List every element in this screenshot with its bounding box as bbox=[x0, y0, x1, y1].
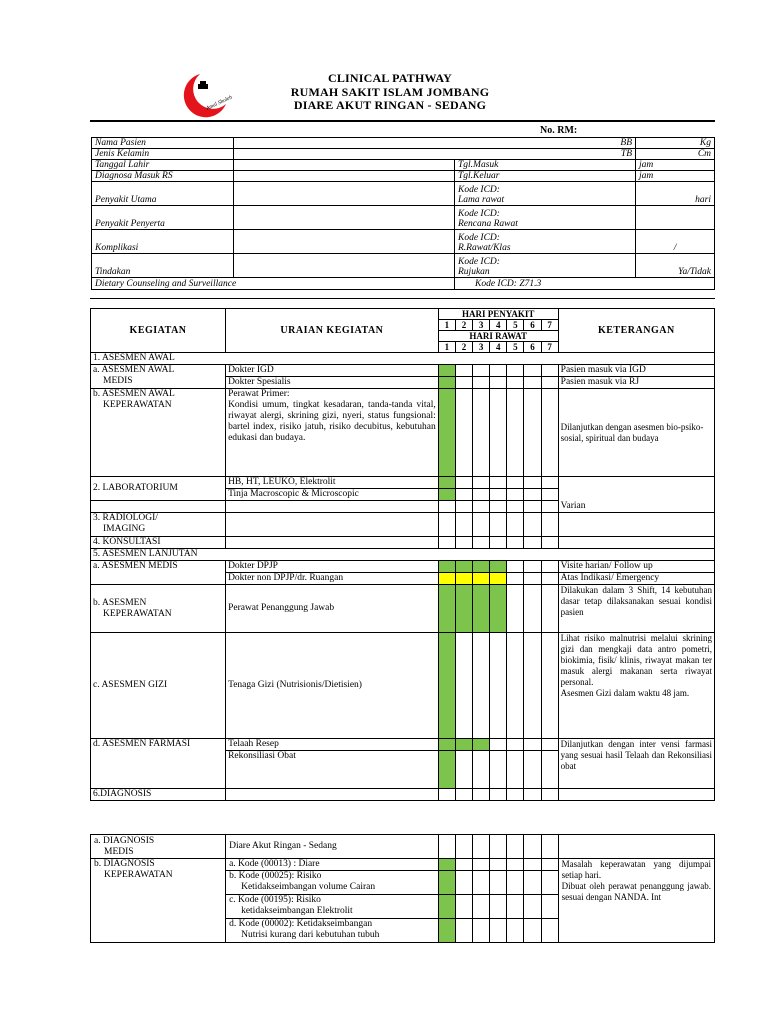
section-konsultasi: 4. KONSULTASI bbox=[91, 537, 226, 549]
day-cell bbox=[490, 739, 507, 751]
diagnosis-table bbox=[90, 834, 715, 943]
day-cell bbox=[524, 561, 541, 573]
diagnosis-kode-00195: c. Kode (00195): Risiko ketidakseimbangan Elektrolit bbox=[226, 895, 439, 919]
header-divider bbox=[90, 120, 715, 122]
uraian-telaah-resep: Telaah Resep bbox=[226, 739, 439, 751]
day-cell bbox=[490, 365, 507, 377]
day-cell bbox=[438, 513, 455, 537]
day-cell bbox=[541, 477, 558, 489]
day-cell-filled bbox=[438, 585, 455, 633]
day-cell bbox=[541, 739, 558, 751]
day-cell bbox=[490, 377, 507, 389]
ket-visite: Visite harian/ Follow up bbox=[558, 561, 714, 573]
day-cell bbox=[490, 919, 507, 943]
day-cell bbox=[507, 895, 524, 919]
day-cell bbox=[507, 573, 524, 585]
day-cell-filled bbox=[473, 739, 490, 751]
day-cell-filled bbox=[438, 739, 455, 751]
day-cell bbox=[507, 751, 524, 789]
day-cell bbox=[524, 919, 541, 943]
day-cell bbox=[473, 365, 490, 377]
row-asesmen-awal-medis: a. ASESMEN AWAL MEDIS bbox=[91, 365, 226, 389]
section-laboratorium: 2. LABORATORIUM bbox=[91, 477, 226, 501]
day-cell bbox=[507, 513, 524, 537]
day-rawat: 2 bbox=[455, 342, 472, 353]
day-cell bbox=[455, 365, 472, 377]
day-penyakit: 1 bbox=[438, 320, 455, 331]
diagnosis-kode-00025: b. Kode (00025): Risiko Ketidakseimbangan volume Cairan bbox=[226, 871, 439, 895]
day-cell bbox=[473, 537, 490, 549]
day-cell-filled bbox=[438, 859, 455, 871]
day-penyakit: 7 bbox=[541, 320, 558, 331]
ket-awal-keperawatan: Dilanjutkan dengan asesmen bio-psiko-sosial, spiritual dan budaya bbox=[558, 389, 714, 477]
day-cell bbox=[507, 789, 524, 801]
day-cell bbox=[507, 537, 524, 549]
kode-icd-4: Kode ICD: bbox=[458, 257, 500, 267]
day-cell bbox=[507, 377, 524, 389]
uraian-rekonsiliasi: Rekonsiliasi Obat bbox=[226, 751, 439, 789]
day-cell bbox=[490, 537, 507, 549]
header-keterangan: KETERANGAN bbox=[558, 309, 714, 353]
document-title bbox=[250, 72, 530, 113]
day-cell bbox=[541, 377, 558, 389]
label-penyakit-utama: Penyakit Utama bbox=[92, 182, 234, 206]
header-kegiatan: KEGIATAN bbox=[91, 309, 226, 353]
day-cell bbox=[541, 871, 558, 895]
row-diagnosis-medis: a. DIAGNOSIS MEDIS bbox=[91, 835, 226, 859]
label-bb: BB bbox=[234, 138, 636, 149]
day-cell bbox=[507, 389, 524, 477]
day-rawat: 6 bbox=[524, 342, 541, 353]
day-cell bbox=[524, 489, 541, 501]
ket-farmasi: Dilanjutkan dengan inter vensi farmasi yang sesuai hasil Telaah dan Rekonsiliasi obat bbox=[558, 739, 714, 789]
day-cell bbox=[507, 501, 524, 513]
label-diagnosa-masuk: Diagnosa Masuk RS bbox=[92, 171, 234, 182]
day-cell bbox=[455, 537, 472, 549]
day-cell bbox=[438, 537, 455, 549]
day-cell bbox=[524, 871, 541, 895]
row-asesmen-keperawatan: b. ASESMEN KEPERAWATAN bbox=[91, 585, 226, 633]
day-cell bbox=[507, 919, 524, 943]
day-cell bbox=[455, 377, 472, 389]
pathway-grid bbox=[90, 308, 715, 801]
day-cell bbox=[541, 489, 558, 501]
day-cell bbox=[455, 477, 472, 489]
row-diagnosis-keperawatan: b. DIAGNOSIS KEPERAWATAN bbox=[91, 859, 226, 943]
day-cell bbox=[541, 789, 558, 801]
day-rawat: 7 bbox=[541, 342, 558, 353]
day-cell-yellow bbox=[438, 573, 455, 585]
day-cell bbox=[524, 835, 541, 859]
day-penyakit: 6 bbox=[524, 320, 541, 331]
uraian-tenaga-gizi: Tenaga Gizi (Nutrisionis/Dietisien) bbox=[226, 633, 439, 739]
day-cell bbox=[541, 513, 558, 537]
day-cell bbox=[507, 633, 524, 739]
row-asesmen-awal-keperawatan: b. ASESMEN AWAL KEPERAWATAN bbox=[91, 389, 226, 477]
day-cell bbox=[455, 789, 472, 801]
ket-igd: Pasien masuk via IGD bbox=[558, 365, 714, 377]
day-cell bbox=[524, 537, 541, 549]
uraian-lab-tinja: Tinja Macroscopic & Microscopic bbox=[226, 489, 439, 501]
no-rm-label: No. RM: bbox=[540, 125, 578, 136]
label-rencana-rawat: Rencana Rawat bbox=[458, 218, 518, 229]
hospital-logo bbox=[164, 70, 234, 118]
day-cell bbox=[473, 789, 490, 801]
day-cell bbox=[541, 501, 558, 513]
label-komplikasi: Komplikasi bbox=[92, 230, 234, 254]
uraian-perawat-primer: Perawat Primer: Kondisi umum, tingkat kesadaran, tanda-tanda vital, riwayat alergi, skrining gizi, nyeri, status fungsional: bartel index, risiko jatuh, risiko decubitus, kebutuhan edukasi dan budaya. bbox=[226, 389, 439, 477]
day-cell bbox=[524, 389, 541, 477]
logo-text: Amal Sholeh bbox=[205, 94, 234, 112]
day-cell bbox=[455, 513, 472, 537]
uraian-lab-darah: HB, HT, LEUKO, Elektrolit bbox=[226, 477, 439, 489]
day-cell bbox=[490, 489, 507, 501]
label-ya-tidak: Ya/Tidak bbox=[636, 254, 715, 278]
label-cm: Cm bbox=[636, 149, 715, 160]
day-cell bbox=[541, 585, 558, 633]
day-rawat: 1 bbox=[438, 342, 455, 353]
day-cell bbox=[473, 859, 490, 871]
day-cell bbox=[507, 871, 524, 895]
day-cell bbox=[473, 389, 490, 477]
day-cell bbox=[438, 789, 455, 801]
day-cell bbox=[524, 477, 541, 489]
day-cell-filled bbox=[490, 561, 507, 573]
label-tgl-keluar: Tgl.Keluar bbox=[455, 171, 636, 182]
uraian-dokter-igd: Dokter IGD bbox=[226, 365, 439, 377]
day-cell bbox=[438, 501, 455, 513]
day-cell bbox=[490, 477, 507, 489]
label-kg: Kg bbox=[636, 138, 715, 149]
day-cell bbox=[455, 859, 472, 871]
day-cell bbox=[507, 585, 524, 633]
row-asesmen-medis: a. ASESMEN MEDIS bbox=[91, 561, 226, 585]
day-cell bbox=[524, 585, 541, 633]
day-cell-filled bbox=[473, 561, 490, 573]
day-cell bbox=[473, 751, 490, 789]
day-cell bbox=[490, 859, 507, 871]
ket-rj: Pasien masuk via RJ bbox=[558, 377, 714, 389]
day-cell bbox=[438, 835, 455, 859]
label-penyakit-penyerta: Penyakit Penyerta bbox=[92, 206, 234, 230]
day-cell bbox=[541, 365, 558, 377]
day-penyakit: 5 bbox=[507, 320, 524, 331]
label-dietary-icd: Kode ICD: Z71.3 bbox=[455, 278, 715, 290]
section-diagnosis: 6.DIAGNOSIS bbox=[91, 789, 226, 801]
day-cell bbox=[541, 561, 558, 573]
header-hari-penyakit: HARI PENYAKIT bbox=[438, 309, 558, 320]
day-cell bbox=[455, 871, 472, 895]
ket-keperawatan: Dilakukan dalam 3 Shift, 14 kebutuhan dasar tetap dilaksanakan sesuai kondisi pasien bbox=[558, 585, 714, 633]
day-cell bbox=[490, 389, 507, 477]
day-cell bbox=[524, 789, 541, 801]
diagnosis-medis-value: Diare Akut Ringan - Sedang bbox=[226, 835, 439, 859]
day-cell bbox=[473, 377, 490, 389]
day-cell-filled bbox=[438, 365, 455, 377]
diagnosis-kode-00013: a. Kode (00013) : Diare bbox=[226, 859, 439, 871]
day-penyakit: 2 bbox=[455, 320, 472, 331]
kode-icd-2: Kode ICD: bbox=[458, 209, 500, 219]
label-lama-rawat: Lama rawat bbox=[458, 194, 505, 205]
day-cell bbox=[455, 751, 472, 789]
label-tgl-masuk: Tgl.Masuk bbox=[455, 160, 636, 171]
day-cell-filled bbox=[438, 871, 455, 895]
day-cell bbox=[455, 895, 472, 919]
day-cell bbox=[490, 513, 507, 537]
day-cell bbox=[524, 513, 541, 537]
day-cell bbox=[473, 489, 490, 501]
day-cell bbox=[455, 919, 472, 943]
day-cell-filled bbox=[455, 561, 472, 573]
day-cell bbox=[507, 859, 524, 871]
row-asesmen-gizi: c. ASESMEN GIZI bbox=[91, 633, 226, 739]
row-asesmen-farmasi: d. ASESMEN FARMASI bbox=[91, 739, 226, 789]
day-cell bbox=[524, 859, 541, 871]
day-cell bbox=[541, 919, 558, 943]
day-cell-filled bbox=[490, 585, 507, 633]
day-rawat: 5 bbox=[507, 342, 524, 353]
day-cell-filled bbox=[473, 585, 490, 633]
label-tanggal-lahir: Tanggal Lahir bbox=[92, 160, 234, 171]
label-r-rawat-klas: R.Rawat/Klas bbox=[458, 242, 511, 253]
day-cell bbox=[473, 477, 490, 489]
label-tindakan: Tindakan bbox=[92, 254, 234, 278]
day-cell bbox=[524, 573, 541, 585]
day-cell-filled bbox=[438, 633, 455, 739]
day-cell bbox=[473, 871, 490, 895]
ket-atas-indikasi: Atas Indikasi/ Emergency bbox=[558, 573, 714, 585]
day-cell bbox=[524, 365, 541, 377]
day-cell bbox=[473, 919, 490, 943]
day-cell bbox=[507, 477, 524, 489]
day-cell bbox=[524, 633, 541, 739]
day-cell bbox=[473, 633, 490, 739]
section-radiologi: 3. RADIOLOGI/ IMAGING bbox=[91, 513, 226, 537]
day-cell-yellow bbox=[455, 573, 472, 585]
day-cell bbox=[541, 573, 558, 585]
day-cell bbox=[524, 895, 541, 919]
label-jam-2: jam bbox=[636, 171, 715, 182]
label-jam-1: jam bbox=[636, 160, 715, 171]
ket-varian: Varian bbox=[558, 477, 714, 513]
label-dietary: Dietary Counseling and Surveillance bbox=[92, 278, 455, 290]
day-cell-filled bbox=[455, 585, 472, 633]
day-penyakit: 3 bbox=[473, 320, 490, 331]
header-hari-rawat: HARI RAWAT bbox=[438, 331, 558, 342]
day-cell-filled bbox=[438, 751, 455, 789]
title-line-3: DIARE AKUT RINGAN - SEDANG bbox=[293, 98, 487, 112]
header-uraian: URAIAN KEGIATAN bbox=[226, 309, 439, 353]
day-cell bbox=[473, 895, 490, 919]
day-cell bbox=[524, 377, 541, 389]
day-cell-filled bbox=[438, 895, 455, 919]
diagnosis-kode-00002: d. Kode (00002): Ketidakseimbangan Nutrisi kurang dari kebutuhan tubuh bbox=[226, 919, 439, 943]
label-rujukan: Rujukan bbox=[458, 266, 490, 277]
day-cell bbox=[455, 501, 472, 513]
day-cell bbox=[507, 835, 524, 859]
label-slash: / bbox=[636, 230, 715, 254]
day-cell-filled bbox=[438, 389, 455, 477]
day-cell-yellow bbox=[473, 573, 490, 585]
day-cell-filled bbox=[438, 377, 455, 389]
label-jenis-kelamin: Jenis Kelamin bbox=[92, 149, 234, 160]
uraian-dokter-non-dpjp: Dokter non DPJP/dr. Ruangan bbox=[226, 573, 439, 585]
ket-gizi: Lihat risiko malnutrisi melalui skrining gizi dan mengkaji data antro pometri, biokimia, fisik/ klinis, riwayat makan ter masuk alergi makanan serta riwayat personal. Asesmen Gizi dalam waktu 48 jam. bbox=[558, 633, 714, 739]
day-cell bbox=[541, 835, 558, 859]
label-tb: TB bbox=[234, 149, 636, 160]
day-cell bbox=[541, 859, 558, 871]
title-line-1: CLINICAL PATHWAY bbox=[327, 71, 452, 85]
day-cell-filled bbox=[438, 919, 455, 943]
day-cell-filled bbox=[438, 477, 455, 489]
day-cell bbox=[455, 835, 472, 859]
day-cell-filled bbox=[438, 561, 455, 573]
ket-diagnosis-keperawatan: Masalah keperawatan yang dijumpai setiap hari. Dibuat oleh perawat penanggung jawab. sesuai dengan NANDA. Int bbox=[558, 859, 714, 943]
day-cell bbox=[541, 389, 558, 477]
kode-icd-1: Kode ICD: bbox=[458, 185, 500, 195]
day-cell bbox=[490, 789, 507, 801]
day-rawat: 3 bbox=[473, 342, 490, 353]
day-cell bbox=[455, 389, 472, 477]
day-cell-filled bbox=[438, 489, 455, 501]
day-cell-yellow bbox=[490, 573, 507, 585]
day-cell bbox=[473, 513, 490, 537]
day-cell bbox=[490, 835, 507, 859]
day-cell bbox=[507, 739, 524, 751]
day-cell bbox=[541, 895, 558, 919]
day-cell bbox=[524, 501, 541, 513]
title-line-2: RUMAH SAKIT ISLAM JOMBANG bbox=[290, 84, 490, 99]
day-rawat: 4 bbox=[490, 342, 507, 353]
day-cell bbox=[507, 561, 524, 573]
day-cell bbox=[455, 633, 472, 739]
day-cell bbox=[507, 489, 524, 501]
day-cell bbox=[490, 633, 507, 739]
patient-info-table bbox=[91, 137, 715, 290]
day-cell bbox=[524, 739, 541, 751]
day-cell bbox=[490, 895, 507, 919]
day-cell bbox=[455, 489, 472, 501]
label-hari: hari bbox=[636, 182, 715, 206]
day-penyakit: 4 bbox=[490, 320, 507, 331]
section-asesmen-lanjutan: 5. ASESMEN LANJUTAN bbox=[91, 549, 715, 561]
uraian-dokter-dpjp: Dokter DPJP bbox=[226, 561, 439, 573]
day-cell bbox=[473, 501, 490, 513]
day-cell bbox=[473, 835, 490, 859]
day-cell bbox=[541, 537, 558, 549]
uraian-dokter-spesialis: Dokter Spesialis bbox=[226, 377, 439, 389]
kode-icd-3: Kode ICD: bbox=[458, 233, 500, 243]
day-cell bbox=[541, 633, 558, 739]
day-cell bbox=[524, 751, 541, 789]
day-cell-filled bbox=[455, 739, 472, 751]
uraian-perawat-pj: Perawat Penanggung Jawab bbox=[226, 585, 439, 633]
day-cell bbox=[541, 751, 558, 789]
section-asesmen-awal: 1. ASESMEN AWAL bbox=[91, 353, 715, 365]
day-cell bbox=[490, 501, 507, 513]
day-cell bbox=[490, 751, 507, 789]
day-cell bbox=[490, 871, 507, 895]
label-nama-pasien: Nama Pasien bbox=[92, 138, 234, 149]
day-cell bbox=[507, 365, 524, 377]
